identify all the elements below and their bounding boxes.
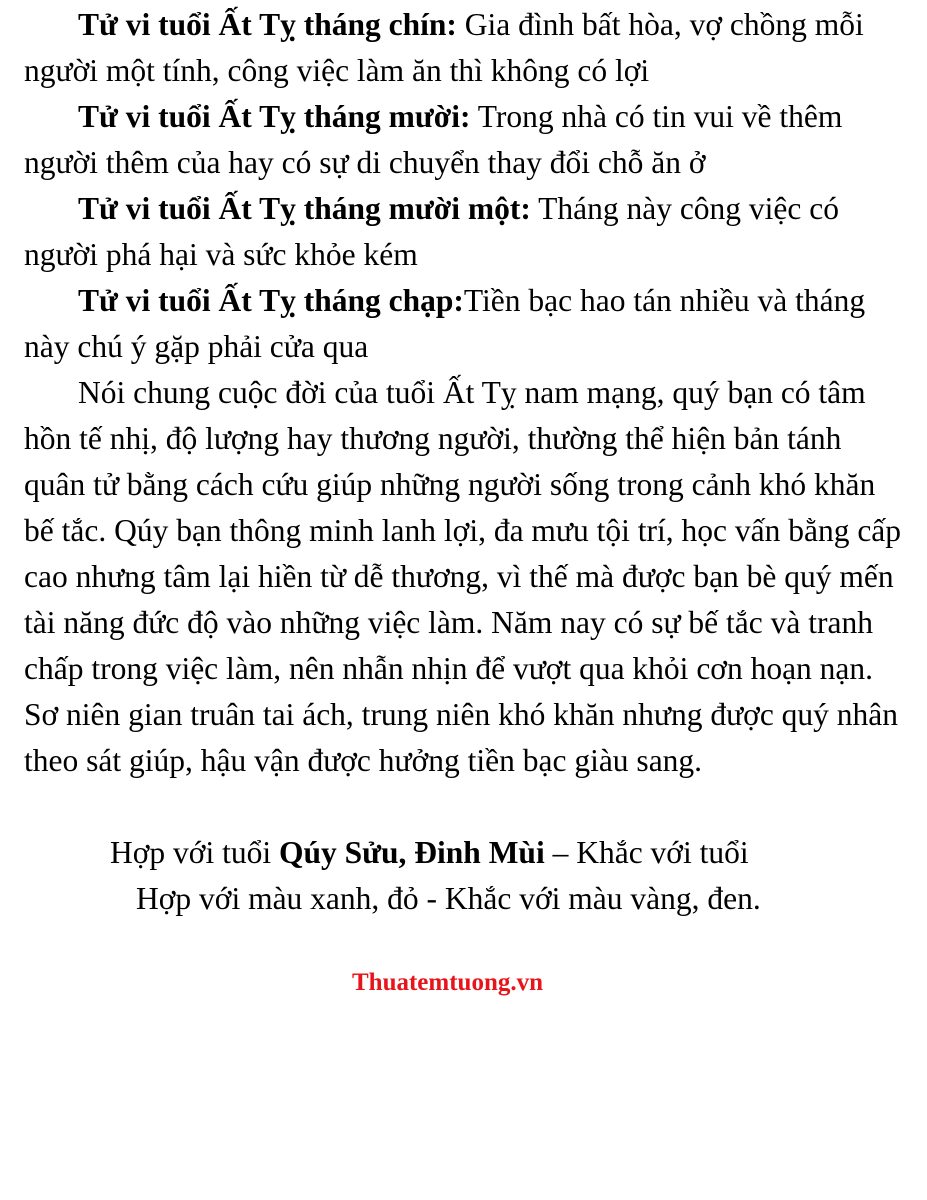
- month-12-paragraph: [24, 278, 904, 370]
- website-watermark: Thuatemtuong.vn: [351, 969, 543, 996]
- compatibility-suffix: – Khắc với tuổi: [544, 835, 749, 870]
- month-9-text: Gia đình bất hòa, vợ chồng mỗi người một tính, công việc làm ăn thì không có lợi: [24, 7, 864, 88]
- month-12-text: Tiền bạc hao tán nhiều và tháng này chú ý gặp phải cửa qua: [24, 283, 866, 364]
- compatibility-line: [110, 830, 749, 876]
- month-12-heading: Tử vi tuổi Ất Tỵ tháng chạp:: [78, 283, 464, 318]
- colors-line: Hợp với màu xanh, đỏ - Khắc với màu vàng, đen.: [136, 881, 761, 916]
- month-10-heading: Tử vi tuổi Ất Tỵ tháng mười:: [78, 99, 471, 134]
- compatible-ages: Qúy Sửu, Đinh Mùi: [278, 835, 545, 870]
- month-10-paragraph: [24, 94, 904, 186]
- month-11-heading: Tử vi tuổi Ất Tỵ tháng mười một:: [78, 191, 531, 226]
- month-9-paragraph: [24, 2, 904, 94]
- month-9-heading: Tử vi tuổi Ất Tỵ tháng chín:: [78, 7, 457, 42]
- month-11-paragraph: [24, 186, 904, 278]
- summary-paragraph: Nói chung cuộc đời của tuổi Ất Tỵ nam mạng, quý bạn có tâm hồn tế nhị, độ lượng hay thương người, thường thể hiện bản tánh quân tử bằng cách cứu giúp những người sống trong cảnh khó khăn bế tắc. Qúy bạn thông minh lanh lợi, đa mưu tội trí, học vấn bằng cấp cao nhưng tâm lại hiền từ dễ thương, vì thế mà được bạn bè quý mến tài năng đức độ vào những việc làm. Năm nay có sự bế tắc và tranh chấp trong việc làm, nên nhẫn nhịn để vượt qua khỏi cơn hoạn nạn. Sơ niên gian truân tai ách, trung niên khó khăn nhưng được quý nhân theo sát giúp, hậu vận được hưởng tiền bạc giàu sang.: [24, 375, 902, 778]
- month-10-text: Trong nhà có tin vui về thêm người thêm của hay có sự di chuyển thay đổi chỗ ăn ở: [24, 99, 843, 180]
- compatibility-prefix: Hợp với tuổi: [110, 835, 279, 870]
- month-11-text: Tháng này công việc có người phá hại và sức khỏe kém: [24, 191, 839, 272]
